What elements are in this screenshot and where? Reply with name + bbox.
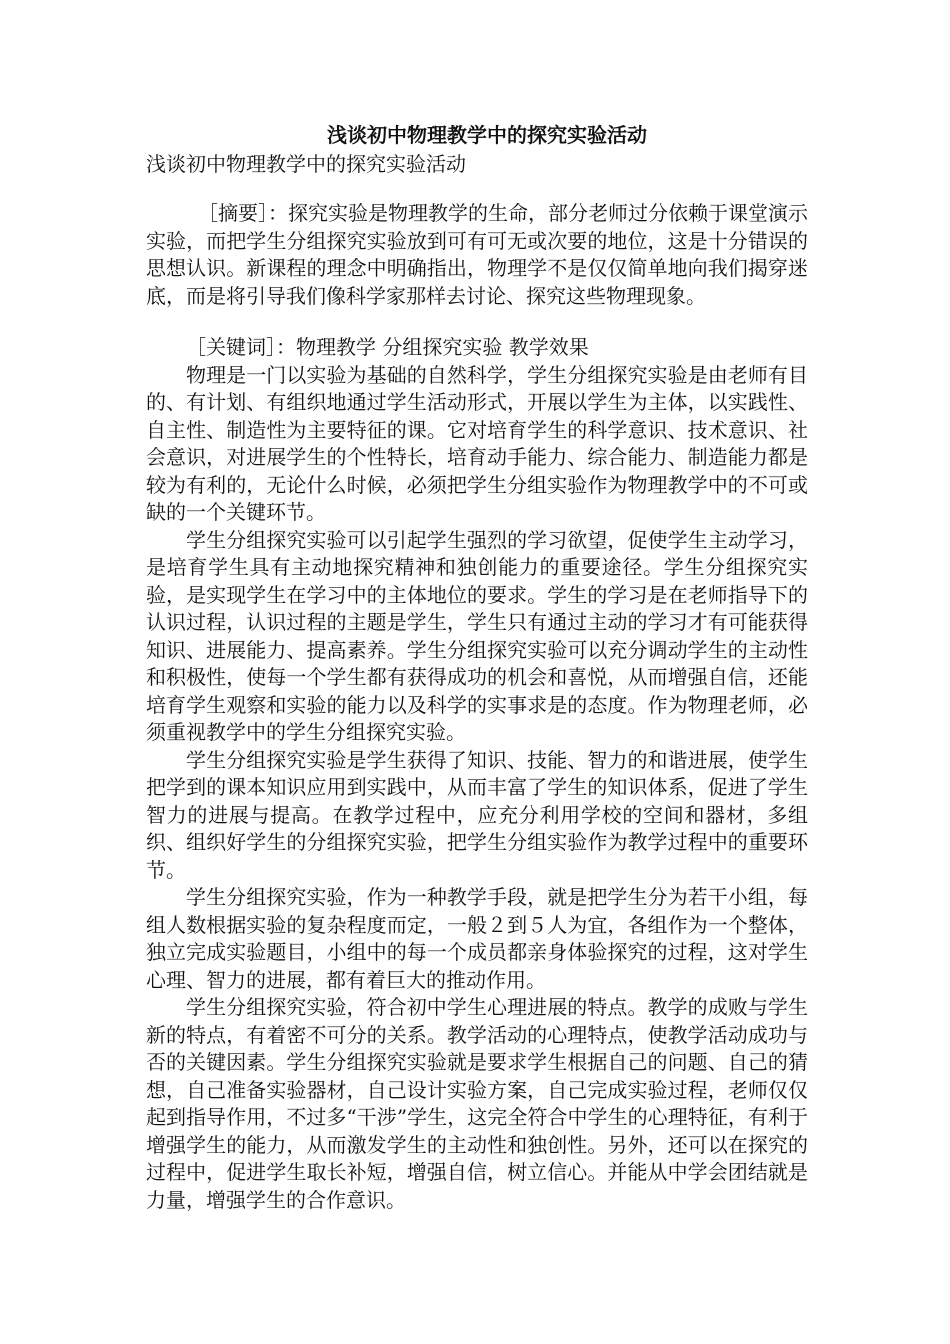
- body-paragraph: 学生分组探究实验是学生获得了知识、技能、智力的和谐进展，使学生把学到的课本知识应用到实践中，从而丰富了学生的知识体系，促进了学生智力的进展与提高。在教学过程中，应充分利用学校的空间和器材，多组织、组织好学生的分组探究实验，把学生分组实验作为教学过程中的重要环节。: [146, 747, 808, 882]
- body-paragraph: 物理是一门以实验为基础的自然科学，学生分组探究实验是由老师有目的、有计划、有组织地通过学生活动形式，开展以学生为主体，以实践性、自主性、制造性为主要特征的课。它对培育学生的科学意识、技术意识、社会意识，对进展学生的个性特长，培育动手能力、综合能力、制造能力都是较为有利的，无论什么时候，必须把学生分组实验作为物理教学中的不可或缺的一个关键环节。: [146, 362, 808, 524]
- body-paragraph: 学生分组探究实验，作为一种教学手段，就是把学生分为若干小组，每组人数根据实验的复杂程度而定，一般２到５人为宜，各组作为一个整体，独立完成实验题目，小组中的每一个成员都亲身体验探究的过程，这对学生心理、智力的进展，都有着巨大的推动作用。: [146, 885, 808, 992]
- document-body: [146, 120, 808, 1214]
- abstract-paragraph: ［摘要］：探究实验是物理教学的生命，部分老师过分依赖于课堂演示实验，而把学生分组探究实验放到可有可无或次要的地位，这是十分错误的思想认识。新课程的理念中明确指出，物理学不是仅仅简单地向我们揭穿迷底，而是将引导我们像科学家那样去讨论、探究这些物理现象。: [146, 201, 808, 308]
- body-paragraph: 学生分组探究实验，符合初中学生心理进展的特点。教学的成败与学生新的特点，有着密不可分的关系。教学活动的心理特点，使教学活动成功与否的关键因素。学生分组探究实验就是要求学生根据自己的问题、自己的猜想，自己准备实验器材，自己设计实验方案，自己完成实验过程，老师仅仅起到指导作用，不过多“干涉”学生，这完全符合中学生的心理特征，有利于增强学生的能力，从而激发学生的主动性和独创性。另外，还可以在探究的过程中，促进学生取长补短，增强自信，树立信心。并能从中学会团结就是力量，增强学生的合作意识。: [146, 995, 808, 1212]
- document-title: 浅谈初中物理教学中的探究实验活动: [327, 123, 647, 147]
- body-paragraph: 学生分组探究实验可以引起学生强烈的学习欲望，促使学生主动学习，是培育学生具有主动地探究精神和独创能力的重要途径。学生分组探究实验，是实现学生在学习中的主体地位的要求。学生的学习是在老师指导下的认识过程，认识过程的主题是学生，学生只有通过主动的学习才有可能获得知识、进展能力、提高素养。学生分组探究实验可以充分调动学生的主动性和积极性，使每一个学生都有获得成功的机会和喜悦，从而增强自信，还能培育学生观察和实验的能力以及科学的实事求是的态度。作为物理老师，必须重视教学中的学生分组探究实验。: [146, 527, 808, 744]
- keywords-line: ［关键词］：物理教学 分组探究实验 教学效果: [186, 335, 589, 359]
- document-subtitle: 浅谈初中物理教学中的探究实验活动: [146, 152, 466, 176]
